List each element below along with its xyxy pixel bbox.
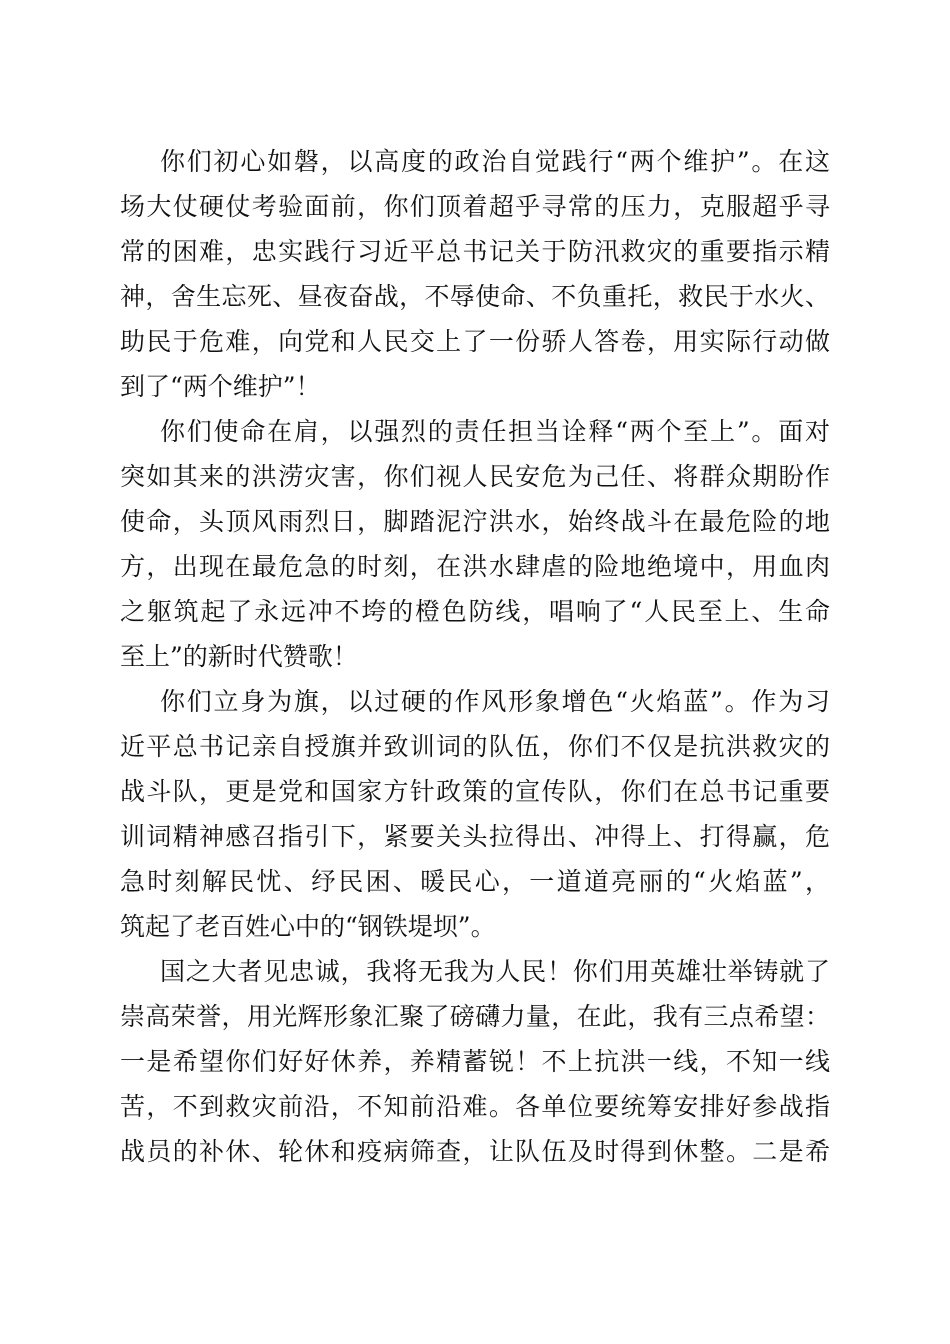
paragraph-2-line-2: 突如其来的洪涝灾害，你们视人民安危为己任、将群众期盼作 <box>120 462 830 491</box>
paragraph-4-line-1: 国之大者见忠诚，我将无我为人民！你们用英雄壮举铸就了 <box>160 957 830 986</box>
paragraph-1-line-3: 常的困难，忠实践行习近平总书记关于防汛救灾的重要指示精 <box>120 237 830 266</box>
paragraph-2-line-1: 你们使命在肩，以强烈的责任担当诠释“两个至上”。面对 <box>160 417 830 446</box>
paragraph-4-line-3: 一是希望你们好好休养，养精蓄锐！不上抗洪一线，不知一线 <box>120 1047 830 1076</box>
paragraph-3-line-1: 你们立身为旗，以过硬的作风形象增色“火焰蓝”。作为习 <box>160 687 830 716</box>
paragraph-2-line-3: 使命，头顶风雨烈日，脚踏泥泞洪水，始终战斗在最危险的地 <box>120 507 830 536</box>
paragraph-1-line-2: 场大仗硬仗考验面前，你们顶着超乎寻常的压力，克服超乎寻 <box>120 192 830 221</box>
paragraph-3-line-6: 筑起了老百姓心中的“钢铁堤坝”。 <box>120 912 496 941</box>
paragraph-4-line-2: 崇高荣誉，用光辉形象汇聚了磅礴力量，在此，我有三点希望： <box>120 1002 830 1031</box>
paragraph-2-line-5: 之躯筑起了永远冲不垮的橙色防线，唱响了“人民至上、生命 <box>120 597 830 626</box>
paragraph-4-line-4: 苦，不到救灾前沿，不知前沿难。各单位要统筹安排好参战指 <box>120 1092 830 1121</box>
paragraph-4-line-5: 战员的补休、轮休和疫病筛查，让队伍及时得到休整。二是希 <box>120 1137 830 1166</box>
paragraph-3-line-2: 近平总书记亲自授旗并致训词的队伍，你们不仅是抗洪救灾的 <box>120 732 830 761</box>
paragraph-3-line-4: 训词精神感召指引下，紧要关头拉得出、冲得上、打得赢，危 <box>120 822 830 851</box>
paragraph-1-line-1: 你们初心如磐，以高度的政治自觉践行“两个维护”。在这 <box>160 147 830 176</box>
paragraph-1-line-4: 神，舍生忘死、昼夜奋战，不辱使命、不负重托，救民于水火、 <box>120 282 830 311</box>
paragraph-2-line-4: 方，出现在最危急的时刻，在洪水肆虐的险地绝境中，用血肉 <box>120 552 830 581</box>
paragraph-3-line-5: 急时刻解民忧、纾民困、暖民心，一道道亮丽的“火焰蓝”， <box>120 867 830 896</box>
paragraph-2-line-6: 至上”的新时代赞歌！ <box>120 642 358 671</box>
paragraph-3-line-3: 战斗队，更是党和国家方针政策的宣传队，你们在总书记重要 <box>120 777 830 806</box>
paragraph-1-line-5: 助民于危难，向党和人民交上了一份骄人答卷，用实际行动做 <box>120 327 830 356</box>
paragraph-1-line-6: 到了“两个维护”！ <box>120 372 321 401</box>
